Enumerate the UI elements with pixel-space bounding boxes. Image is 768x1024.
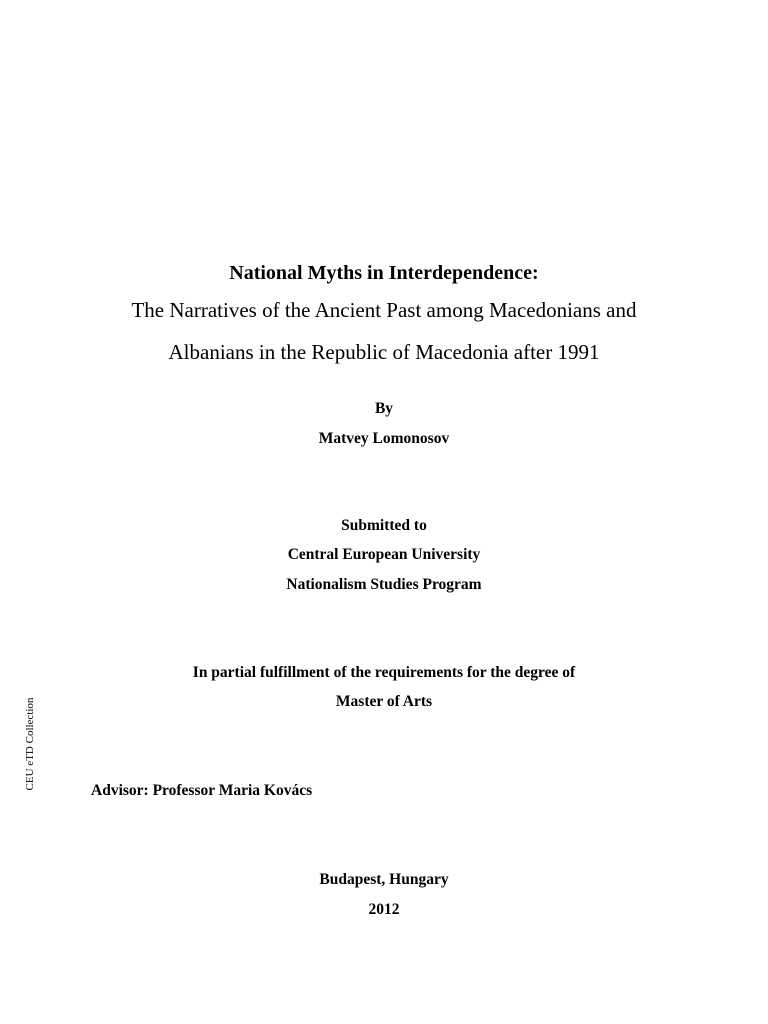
thesis-title: National Myths in Interdependence:: [229, 262, 539, 284]
advisor-line: Advisor: Professor Maria Kovács: [91, 782, 313, 799]
submitted-to-label: Submitted to: [341, 517, 427, 534]
by-label: By: [374, 400, 394, 417]
thesis-subtitle-line-2: Albanians in the Republic of Macedonia after 1991: [168, 340, 600, 364]
year-line: 2012: [368, 901, 400, 918]
program-name: Nationalism Studies Program: [286, 576, 482, 593]
university-name: Central European University: [287, 546, 481, 563]
place-line: Budapest, Hungary: [319, 871, 449, 888]
collection-watermark: CEU eTD Collection: [24, 697, 36, 791]
degree-statement: In partial fulfillment of the requirements for the degree of: [192, 664, 576, 681]
author-name: Matvey Lomonosov: [318, 430, 450, 447]
thesis-subtitle-line-1: The Narratives of the Ancient Past among Macedonians and: [131, 298, 637, 322]
degree-name: Master of Arts: [335, 693, 433, 710]
